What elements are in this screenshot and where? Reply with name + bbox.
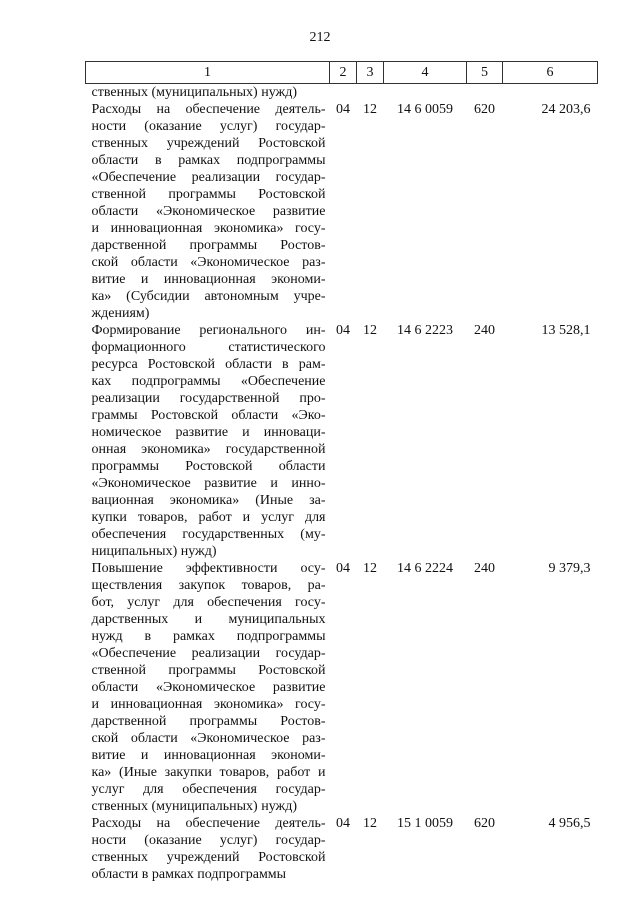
description-line: и инновационная экономика» госу-	[91, 697, 326, 712]
target-article-code: 15 1 0059	[397, 816, 453, 831]
description-line: реализации государственной про-	[91, 391, 326, 406]
row-description	[86, 560, 330, 815]
amount-value: 9 379,3	[548, 561, 591, 576]
row-description	[86, 322, 330, 560]
description-line: ществления закупок товаров, ра-	[91, 578, 326, 593]
target-article-code: 14 6 2223	[397, 323, 453, 338]
expense-type-code: 240	[474, 561, 495, 576]
target-article-code: 14 6 2224	[397, 561, 453, 576]
description-line: ках подпрограммы «Обеспечение	[91, 374, 326, 389]
description-line: услуг для обеспечения государ-	[91, 782, 326, 797]
header-col-4: 4	[384, 62, 467, 84]
description-line: граммы Ростовской области «Эко-	[91, 408, 326, 423]
target-article-code	[384, 84, 467, 102]
amount-value: 24 203,6	[541, 102, 591, 117]
budget-table	[85, 61, 598, 883]
amount-value: 13 528,1	[541, 323, 591, 338]
expense-type-code: 620	[474, 816, 495, 831]
description-line: купки товаров, работ и услуг для	[91, 510, 326, 525]
description-line: номическое развитие и инноваци-	[91, 425, 326, 440]
header-col-3: 3	[357, 62, 384, 84]
description-line: «Обеспечение реализации государ-	[91, 646, 326, 661]
description-line: области в рамках подпрограммы	[91, 153, 326, 168]
table-row	[86, 560, 598, 815]
description-line: дарственных и муниципальных	[91, 612, 326, 627]
section-code: 04	[336, 816, 350, 831]
description-line: ка» (Иные закупки товаров, работ и	[91, 765, 326, 780]
description-line: области в рамках подпрограммы	[91, 867, 287, 882]
row-description	[86, 101, 330, 322]
table-body	[86, 84, 598, 884]
amount-value: 4 956,5	[548, 816, 591, 831]
description-line: ности (оказание услуг) государ-	[91, 119, 326, 134]
description-line: «Обеспечение реализации государ-	[91, 170, 326, 185]
header-col-5: 5	[467, 62, 503, 84]
description-line: вационная экономика» (Иные за-	[91, 493, 326, 508]
subsection-code: 12	[363, 816, 377, 831]
description-line: ресурса Ростовской области в рам-	[91, 357, 326, 372]
amount-value	[503, 84, 598, 102]
description-line: обеспечения государственных (му-	[91, 527, 326, 542]
description-line: Повышение эффективности осу-	[91, 561, 326, 576]
description-line: витие и инновационная экономи-	[91, 272, 326, 287]
table-row	[86, 101, 598, 322]
description-line: нужд в рамках подпрограммы	[91, 629, 326, 644]
subsection-code	[357, 84, 384, 102]
description-line: дарственной программы Ростов-	[91, 714, 326, 729]
description-line: ждениям)	[91, 306, 150, 321]
description-line: ственных (муниципальных) нужд)	[91, 85, 297, 100]
description-line: Формирование регионального ин-	[91, 323, 326, 338]
header-col-6: 6	[503, 62, 598, 84]
description-line: ниципальных) нужд)	[91, 544, 217, 559]
expense-type-code: 240	[474, 323, 495, 338]
description-line: дарственной программы Ростов-	[91, 238, 326, 253]
table-row	[86, 815, 598, 883]
description-line: Расходы на обеспечение деятель-	[91, 816, 326, 831]
section-code: 04	[336, 102, 350, 117]
description-line: ственной программы Ростовской	[91, 187, 326, 202]
subsection-code: 12	[363, 323, 377, 338]
description-line: онная экономика» государственной	[91, 442, 326, 457]
description-line: ка» (Субсидии автономным учре-	[91, 289, 326, 304]
section-code: 04	[336, 561, 350, 576]
description-line: ской области «Экономическое раз-	[91, 731, 326, 746]
expense-type-code: 620	[474, 102, 495, 117]
description-line: ственных (муниципальных) нужд)	[91, 799, 297, 814]
description-line: ности (оказание услуг) государ-	[91, 833, 326, 848]
target-article-code: 14 6 0059	[397, 102, 453, 117]
table-header-row	[86, 62, 598, 84]
section-code: 04	[336, 323, 350, 338]
header-col-2: 2	[330, 62, 357, 84]
table-row	[86, 322, 598, 560]
description-line: ственной программы Ростовской	[91, 663, 326, 678]
description-line: бот, услуг для обеспечения госу-	[91, 595, 326, 610]
description-line: области «Экономическое развитие	[91, 680, 326, 695]
description-line: «Экономическое развитие и инно-	[91, 476, 326, 491]
page-number: 212	[309, 30, 331, 45]
subsection-code: 12	[363, 102, 377, 117]
expense-type-code	[467, 84, 503, 102]
description-line: и инновационная экономика» госу-	[91, 221, 326, 236]
table-row	[86, 84, 598, 102]
description-line: ственных учреждений Ростовской	[91, 850, 326, 865]
section-code	[330, 84, 357, 102]
description-line: формационного статистического	[91, 340, 326, 355]
row-description	[86, 815, 330, 883]
subsection-code: 12	[363, 561, 377, 576]
row-description	[86, 84, 330, 102]
description-line: программы Ростовской области	[91, 459, 326, 474]
description-line: ской области «Экономическое раз-	[91, 255, 326, 270]
description-line: витие и инновационная экономи-	[91, 748, 326, 763]
description-line: области «Экономическое развитие	[91, 204, 326, 219]
description-line: ственных учреждений Ростовской	[91, 136, 326, 151]
description-line: Расходы на обеспечение деятель-	[91, 102, 326, 117]
header-col-1: 1	[86, 62, 330, 84]
